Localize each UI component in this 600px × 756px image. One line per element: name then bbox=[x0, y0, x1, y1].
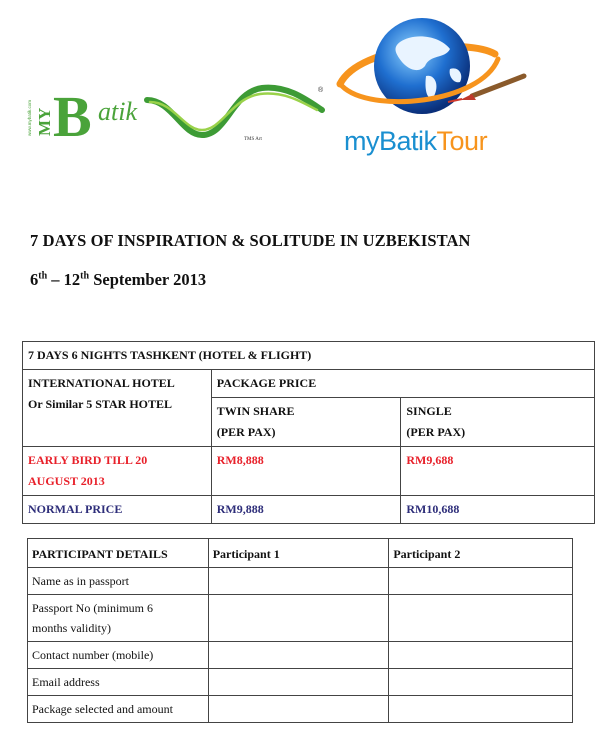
participant-header-row bbox=[28, 539, 573, 568]
normal-price-label: NORMAL PRICE bbox=[23, 496, 212, 524]
participant-1-passport-field[interactable] bbox=[208, 595, 389, 642]
wordmark-batik: Batik bbox=[379, 126, 437, 156]
normal-single-price: RM10,688 bbox=[401, 496, 595, 524]
globe-icon bbox=[330, 14, 530, 124]
early-bird-twin-price: RM8,888 bbox=[211, 447, 401, 496]
single-cell bbox=[401, 398, 595, 447]
participant-2-contact-field[interactable] bbox=[389, 642, 573, 669]
hotel-cell bbox=[23, 370, 212, 447]
logo-my-text: MY bbox=[35, 107, 54, 136]
participant-table bbox=[27, 538, 573, 723]
twin-per-pax: (PER PAX) bbox=[216, 425, 276, 439]
participant-details-heading: PARTICIPANT DETAILS bbox=[28, 539, 209, 568]
package-header-row bbox=[23, 370, 595, 398]
price-table bbox=[22, 341, 595, 524]
wordmark-tour: Tour bbox=[436, 126, 488, 156]
document-title: 7 DAYS OF INSPIRATION & SOLITUDE IN UZBEKISTAN bbox=[30, 231, 471, 250]
end-suffix: th bbox=[80, 270, 90, 282]
date-dash: – bbox=[47, 270, 64, 289]
mybatiktour-logo bbox=[330, 14, 530, 174]
early-bird-line-1: EARLY BIRD TILL 20 bbox=[28, 453, 148, 467]
start-suffix: th bbox=[38, 270, 48, 282]
logo-tm-text: TMS Art bbox=[244, 137, 262, 142]
table-row bbox=[28, 696, 573, 723]
early-bird-row bbox=[23, 447, 595, 496]
participant-1-package-field[interactable] bbox=[208, 696, 389, 723]
normal-price-row bbox=[23, 496, 595, 524]
participant-2-name-field[interactable] bbox=[389, 568, 573, 595]
logo-registered: ® bbox=[318, 87, 324, 94]
normal-twin-price: RM9,888 bbox=[211, 496, 401, 524]
month-year: September 2013 bbox=[89, 270, 207, 289]
early-bird-single-price: RM9,688 bbox=[401, 447, 595, 496]
row-label-passport bbox=[28, 595, 209, 642]
start-day: 6 bbox=[30, 270, 39, 289]
table-row bbox=[28, 642, 573, 669]
price-table-header-row bbox=[23, 342, 595, 370]
participant-1-heading: Participant 1 bbox=[208, 539, 389, 568]
passport-line-2: months validity) bbox=[32, 621, 111, 635]
table-row bbox=[28, 595, 573, 642]
row-label-package: Package selected and amount bbox=[28, 696, 209, 723]
participant-1-name-field[interactable] bbox=[208, 568, 389, 595]
participant-2-package-field[interactable] bbox=[389, 696, 573, 723]
mybatik-logo bbox=[22, 80, 327, 150]
participant-2-heading: Participant 2 bbox=[389, 539, 573, 568]
end-day: 12 bbox=[63, 270, 81, 289]
passport-line-1: Passport No (minimum 6 bbox=[32, 601, 154, 615]
logo-batik-b: B bbox=[53, 84, 92, 149]
participant-2-email-field[interactable] bbox=[389, 669, 573, 696]
single-per-pax: (PER PAX) bbox=[406, 425, 466, 439]
early-bird-label bbox=[23, 447, 212, 496]
wordmark-my: my bbox=[344, 126, 379, 156]
early-bird-line-2: AUGUST 2013 bbox=[28, 474, 105, 488]
table-row bbox=[28, 568, 573, 595]
logo-url-text: www.mybatik.com bbox=[27, 99, 32, 136]
row-label-email: Email address bbox=[28, 669, 209, 696]
single-label: SINGLE bbox=[406, 404, 452, 418]
logo-batik-rest: atik bbox=[98, 97, 137, 126]
row-label-name: Name as in passport bbox=[28, 568, 209, 595]
twin-share-label: TWIN SHARE bbox=[216, 404, 295, 418]
trip-dates bbox=[30, 270, 206, 290]
participant-1-contact-field[interactable] bbox=[208, 642, 389, 669]
hotel-line-2: Or Similar 5 STAR HOTEL bbox=[28, 397, 173, 411]
table-row bbox=[28, 669, 573, 696]
row-label-contact: Contact number (mobile) bbox=[28, 642, 209, 669]
hotel-line-1: INTERNATIONAL HOTEL bbox=[28, 376, 175, 390]
package-price-heading: PACKAGE PRICE bbox=[211, 370, 594, 398]
mybatiktour-wordmark bbox=[344, 126, 487, 157]
twin-share-cell bbox=[211, 398, 401, 447]
participant-1-email-field[interactable] bbox=[208, 669, 389, 696]
price-table-header: 7 DAYS 6 NIGHTS TASHKENT (HOTEL & FLIGHT) bbox=[23, 342, 595, 370]
participant-2-passport-field[interactable] bbox=[389, 595, 573, 642]
